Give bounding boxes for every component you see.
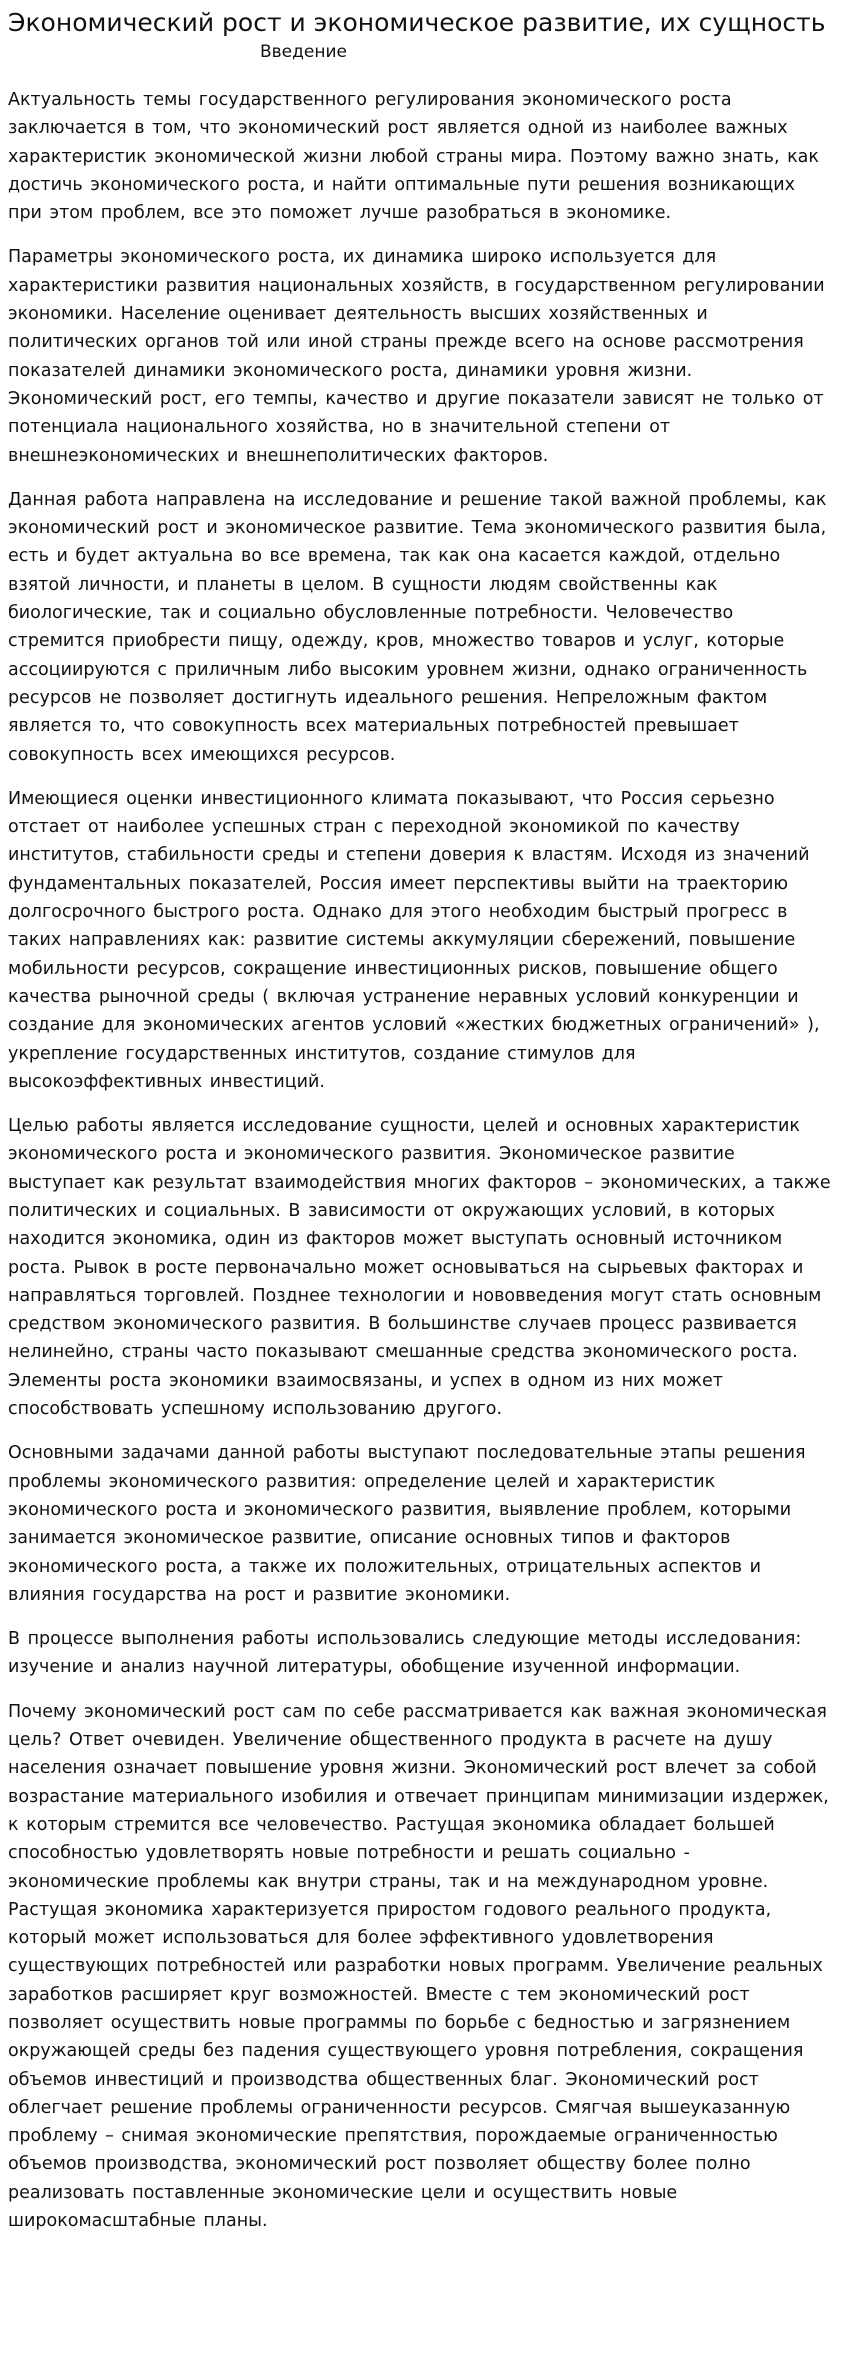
paragraph-why-growth: Почему экономический рост сам по себе рассматривается как важная экономическая цель? Ответ очевиден. Увеличение общественного продукта в расчете на душу населения означает повышение уровня жизни. Экономический рост влечет за собой возрастание материального изобилия и отвечает принципам минимизации издержек, к которым стремится все человечество. Растущая экономика обладает большей способностью удовлетворять новые потребности и решать социально - экономические проблемы как внутри страны, так и на международном уровне. Растущая экономика характеризуется приростом годового реального продукта, который может использоваться для более эффективного удовлетворения существующих потребностей или разработки новых программ. Увеличение реальных заработков расширяет круг возможностей. Вместе с тем экономический рост позволяет осуществить новые программы по борьбе с бедностью и загрязнением окружающей среды без падения существующего уровня потребления, сокращения объемов инвестиций и производства общественных благ. Экономический рост облегчает решение проблемы ограниченности ресурсов. Смягчая вышеуказанную проблему – снимая экономические препятствия, порождаемые ограниченностью объемов производства, экономический рост позволяет обществу более полно реализовать поставленные экономические цели и осуществить новые широкомасштабные планы.: [8, 1701, 829, 2232]
paragraph-work-tasks: Основными задачами данной работы выступают последовательные этапы решения проблемы экономического развития: определение целей и характеристик экономического роста и экономического развития, выявление проблем, которыми занимается экономическое развитие, описание основных типов и факторов экономического роста, а также их положительных, отрицательных аспектов и влияния государства на рост и развитие экономики.: [8, 1443, 806, 1605]
paragraph-work-direction: Данная работа направлена на исследование и решение такой важной проблемы, как экономический рост и экономическое развитие. Тема экономического развития была, есть и будет актуальна во все времена, так как она касается каждой, отдельно взятой личности, и планеты в целом. В сущности людям свойственны как биологические, так и социально обусловленные потребности. Человечество стремится приобрести пищу, одежду, кров, множество товаров и услуг, которые ассоциируются с приличным либо высоким уровнем жизни, однако ограниченность ресурсов не позволяет достигнуть идеального решения. Непреложным фактом является то, что совокупность всех материальных потребностей превышает совокупность всех имеющихся ресурсов.: [8, 489, 827, 765]
paragraph-growth-parameters: Параметры экономического роста, их динамика широко используется для характеристики развития национальных хозяйств, в государственном регулировании экономики. Население оценивает деятельность высших хозяйственных и политических органов той или иной страны прежде всего на основе рассмотрения показателей динамики экономического роста, динамики уровня жизни. Экономический рост, его темпы, качество и другие показатели зависят не только от потенциала национального хозяйства, но в значительной степени от внешнеэкономических и внешнеполитических факторов.: [8, 247, 825, 466]
paragraph-research-methods: В процессе выполнения работы использовались следующие методы исследования: изучение и анализ научной литературы, обобщение изученной информации.: [8, 1629, 802, 1678]
paragraph-investment-climate: Имеющиеся оценки инвестиционного климата показывают, что Россия серьезно отстает от наиболее успешных стран с переходной экономикой по качеству институтов, стабильности среды и степени доверия к властям. Исходя из значений фундаментальных показателей, Россия имеет перспективы выйти на траекторию долгосрочного быстрого роста. Однако для этого необходим быстрый прогресс в таких направлениях как: развитие системы аккумуляции сбережений, повышение мобильности ресурсов, сокращение инвестиционных рисков, повышение общего качества рыночной среды ( включая устранение неравных условий конкуренции и создание для экономических агентов условий «жестких бюджетных ограничений» ), укрепление государственных институтов, создание стимулов для высокоэффективных инвестиций.: [8, 788, 820, 1092]
section-heading-introduction: Введение: [260, 42, 347, 62]
document-title: Экономический рост и экономическое развитие, их сущность: [8, 8, 826, 37]
paragraph-relevance: Актуальность темы государственного регулирования экономического роста заключается в том, что экономический рост является одной из наиболее важных характеристик экономической жизни любой страны мира. Поэтому важно знать, как достичь экономического роста, и найти оптимальные пути решения возникающих при этом проблем, все это поможет лучше разобраться в экономике.: [8, 90, 819, 224]
paragraph-work-goal: Целью работы является исследование сущности, целей и основных характеристик экономического роста и экономического развития. Экономическое развитие выступает как результат взаимодействия многих факторов – экономических, а также политических и социальных. В зависимости от окружающих условий, в которых находится экономика, один из факторов может выступать основный источником роста. Рывок в росте первоначально может основываться на сырьевых факторах и направляться торговлей. Позднее технологии и нововведения могут стать основным средством экономического развития. В большинстве случаев процесс развивается нелинейно, страны часто показывают смешанные средства экономического роста. Элементы роста экономики взаимосвязаны, и успех в одном из них может способствовать успешному использованию другого.: [8, 1116, 831, 1420]
